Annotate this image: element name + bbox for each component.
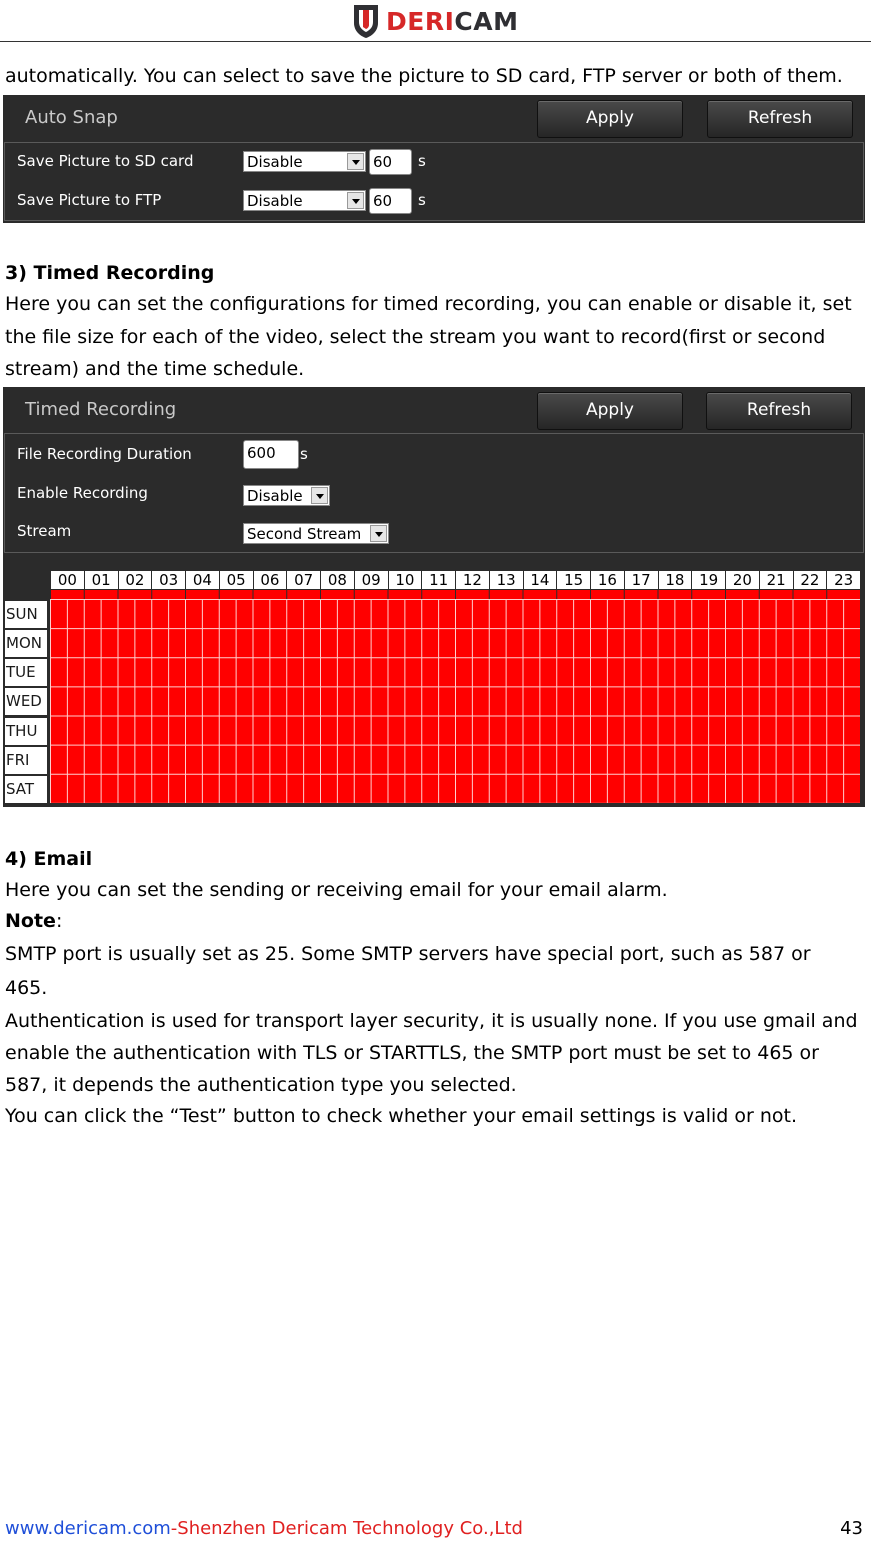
schedule-cells[interactable]: [50, 599, 860, 803]
note-line: enable the authentication with TLS or STARTTLS, the SMTP port must be set to 465 or: [5, 1042, 819, 1064]
email-desc: Here you can set the sending or receiving email for your email alarm.: [5, 879, 668, 901]
note-label: Note:: [5, 910, 63, 932]
timed-desc-line: Here you can set the configurations for timed recording, you can enable or disable it, set: [5, 293, 852, 315]
stream-label: Stream: [17, 522, 72, 540]
hour-label[interactable]: 18: [658, 571, 692, 589]
page-footer: www.dericam.com-Shenzhen Dericam Technology Co.,Ltd: [5, 1518, 523, 1539]
day-label[interactable]: TUE: [5, 659, 47, 686]
half-hour-row[interactable]: [50, 590, 860, 599]
timed-recording-settings: [4, 433, 864, 553]
hour-label[interactable]: 01: [84, 571, 118, 589]
chevron-down-icon: [311, 487, 328, 504]
hour-label[interactable]: 22: [793, 571, 827, 589]
hour-label[interactable]: 00: [50, 571, 84, 589]
duration-input[interactable]: 600: [243, 440, 299, 469]
chevron-down-icon: [370, 525, 387, 542]
hour-label[interactable]: 04: [185, 571, 219, 589]
hour-label[interactable]: 11: [421, 571, 455, 589]
apply-button[interactable]: Apply: [537, 392, 683, 430]
unit-label: s: [418, 152, 426, 170]
shield-logo-icon: [352, 3, 380, 39]
sd-card-label: Save Picture to SD card: [17, 152, 194, 170]
chevron-down-icon: [347, 192, 364, 209]
unit-label: s: [418, 191, 426, 209]
timed-desc-line: the file size for each of the video, select the stream you want to record(first or second: [5, 326, 826, 348]
hour-label[interactable]: 16: [590, 571, 624, 589]
hour-label[interactable]: 07: [286, 571, 320, 589]
day-label[interactable]: THU: [5, 718, 47, 745]
hour-label[interactable]: 21: [759, 571, 793, 589]
note-line: 587, it depends the authentication type you selected.: [5, 1074, 517, 1096]
note-line: You can click the “Test” button to check whether your email settings is valid or not.: [5, 1105, 798, 1127]
hour-label[interactable]: 10: [388, 571, 422, 589]
apply-button[interactable]: Apply: [537, 100, 683, 138]
hour-label[interactable]: 12: [455, 571, 489, 589]
refresh-button[interactable]: Refresh: [707, 100, 853, 138]
auto-snap-settings: [4, 142, 864, 221]
email-heading: 4) Email: [5, 848, 93, 870]
day-label[interactable]: WED: [5, 688, 47, 715]
hour-label[interactable]: 05: [219, 571, 253, 589]
hour-label[interactable]: 08: [320, 571, 354, 589]
enable-recording-select[interactable]: Disable: [243, 485, 330, 506]
hour-label[interactable]: 15: [556, 571, 590, 589]
duration-label: File Recording Duration: [17, 445, 192, 463]
ftp-label: Save Picture to FTP: [17, 191, 162, 209]
refresh-button[interactable]: Refresh: [706, 392, 852, 430]
stream-select[interactable]: Second Stream: [243, 523, 389, 544]
hour-label[interactable]: 13: [489, 571, 523, 589]
sd-card-interval-input[interactable]: 60: [369, 149, 412, 175]
intro-text: automatically. You can select to save the picture to SD card, FTP server or both of them.: [5, 65, 843, 87]
unit-label: s: [300, 445, 308, 463]
hour-label[interactable]: 14: [523, 571, 557, 589]
ftp-interval-input[interactable]: 60: [369, 188, 412, 214]
logo-text: DERICAM: [386, 6, 519, 36]
hour-label[interactable]: 06: [253, 571, 287, 589]
footer-company: Shenzhen Dericam Technology Co.,Ltd: [177, 1518, 523, 1539]
note-line: 465.: [5, 977, 48, 999]
chevron-down-icon: [347, 153, 364, 170]
panel-title: Timed Recording: [25, 399, 177, 420]
hour-label[interactable]: 17: [624, 571, 658, 589]
dericam-logo: [352, 2, 518, 40]
hour-label[interactable]: 03: [151, 571, 185, 589]
day-label[interactable]: FRI: [5, 747, 47, 774]
enable-recording-label: Enable Recording: [17, 484, 148, 502]
timed-recording-panel: [3, 387, 865, 566]
timed-desc-line: stream) and the time schedule.: [5, 358, 305, 380]
note-line: SMTP port is usually set as 25. Some SMTP servers have special port, such as 587 or: [5, 943, 811, 965]
day-label[interactable]: SUN: [5, 601, 47, 628]
page-number: 43: [840, 1518, 863, 1539]
hour-label[interactable]: 02: [118, 571, 152, 589]
hour-label[interactable]: 19: [691, 571, 725, 589]
auto-snap-panel: [3, 95, 865, 223]
sd-card-select[interactable]: Disable: [243, 151, 366, 172]
timed-recording-heading: 3) Timed Recording: [5, 262, 215, 284]
panel-title: Auto Snap: [25, 107, 118, 128]
footer-link[interactable]: www.dericam.com: [5, 1518, 171, 1539]
hour-label[interactable]: 23: [826, 571, 860, 589]
hour-label[interactable]: 20: [725, 571, 759, 589]
hour-label[interactable]: 09: [354, 571, 388, 589]
ftp-select[interactable]: Disable: [243, 190, 366, 211]
page-header: [0, 0, 871, 42]
note-line: Authentication is used for transport layer security, it is usually none. If you use gmail and: [5, 1010, 858, 1032]
day-label[interactable]: SAT: [5, 776, 47, 803]
day-label[interactable]: MON: [5, 630, 47, 657]
